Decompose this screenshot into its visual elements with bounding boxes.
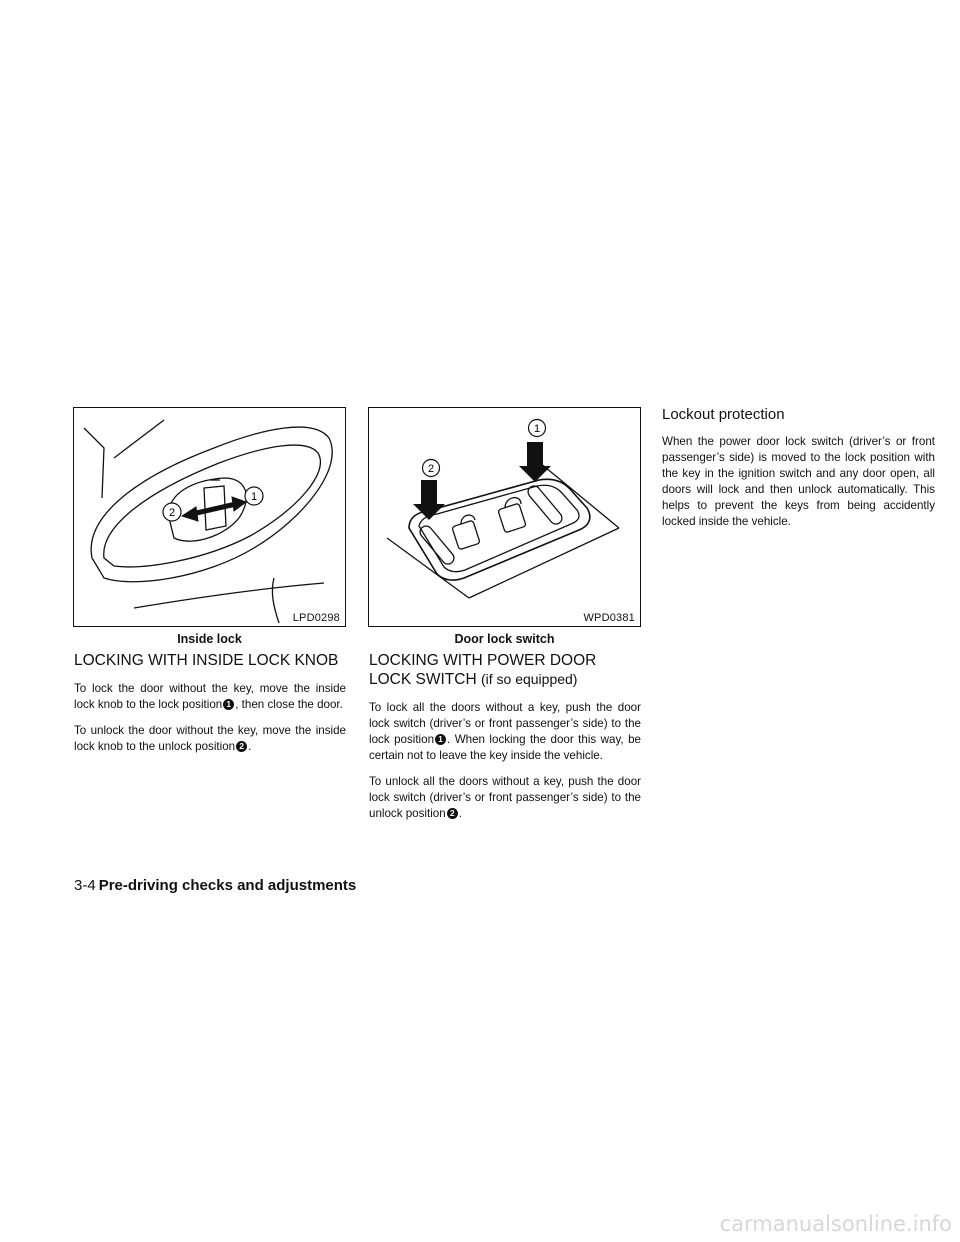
paragraph: To unlock all the doors without a key, push the door lock switch (driver’s or front passenger’s side) to the unlock position 2 . xyxy=(369,775,641,820)
figure-caption: Door lock switch xyxy=(454,632,555,646)
inside-lock-illustration xyxy=(74,408,346,627)
figure-door-lock-switch xyxy=(368,407,641,627)
callout-2-icon: 2 xyxy=(236,741,247,752)
label-2: 2 xyxy=(427,463,435,475)
figure-code: LPD0298 xyxy=(292,612,340,624)
section-lockout xyxy=(662,406,935,540)
page-number: 3-4 xyxy=(74,877,96,894)
figure-code: WPD0381 xyxy=(583,612,635,624)
paragraph: To lock the door without the key, move the inside lock knob to the lock position 1 , then close the door. xyxy=(74,682,346,711)
paragraph: To lock all the doors without a key, push the door lock switch (driver’s or front passenger’s side) to the lock position 1 . When locking the door this way, be certain not to leave the key inside the vehicle. xyxy=(369,701,641,762)
callout-2-icon: 2 xyxy=(447,808,458,819)
figure-inside-lock xyxy=(73,407,346,627)
figure-caption: Inside lock xyxy=(177,632,242,646)
section-heading: LOCKING WITH INSIDE LOCK KNOB xyxy=(74,652,339,669)
paragraph: When the power door lock switch (driver’s or front passenger’s side) is moved to the lock position with the key in the ignition switch and any door open, all doors will lock and then unlock automatically. This helps to prevent the keys from being accidently locked inside the vehicle. xyxy=(662,435,935,528)
section-heading: Lockout protection xyxy=(662,406,785,423)
callout-1-icon: 1 xyxy=(223,699,234,710)
paragraph: To unlock the door without the key, move the inside lock knob to the unlock position 2 . xyxy=(74,724,346,753)
page-footer xyxy=(74,877,356,894)
section-inside-lock xyxy=(74,652,346,765)
label-2: 2 xyxy=(168,507,176,519)
section-heading: LOCKING WITH POWER DOOR LOCK SWITCH (if so equipped) xyxy=(369,652,597,688)
watermark: carmanualsonline.info xyxy=(719,1212,952,1236)
label-1: 1 xyxy=(250,491,258,503)
label-1: 1 xyxy=(533,423,541,435)
door-lock-switch-illustration xyxy=(369,408,641,627)
callout-1-icon: 1 xyxy=(435,734,446,745)
chapter-title: Pre-driving checks and adjustments xyxy=(98,877,357,894)
section-power-lock xyxy=(369,652,641,832)
